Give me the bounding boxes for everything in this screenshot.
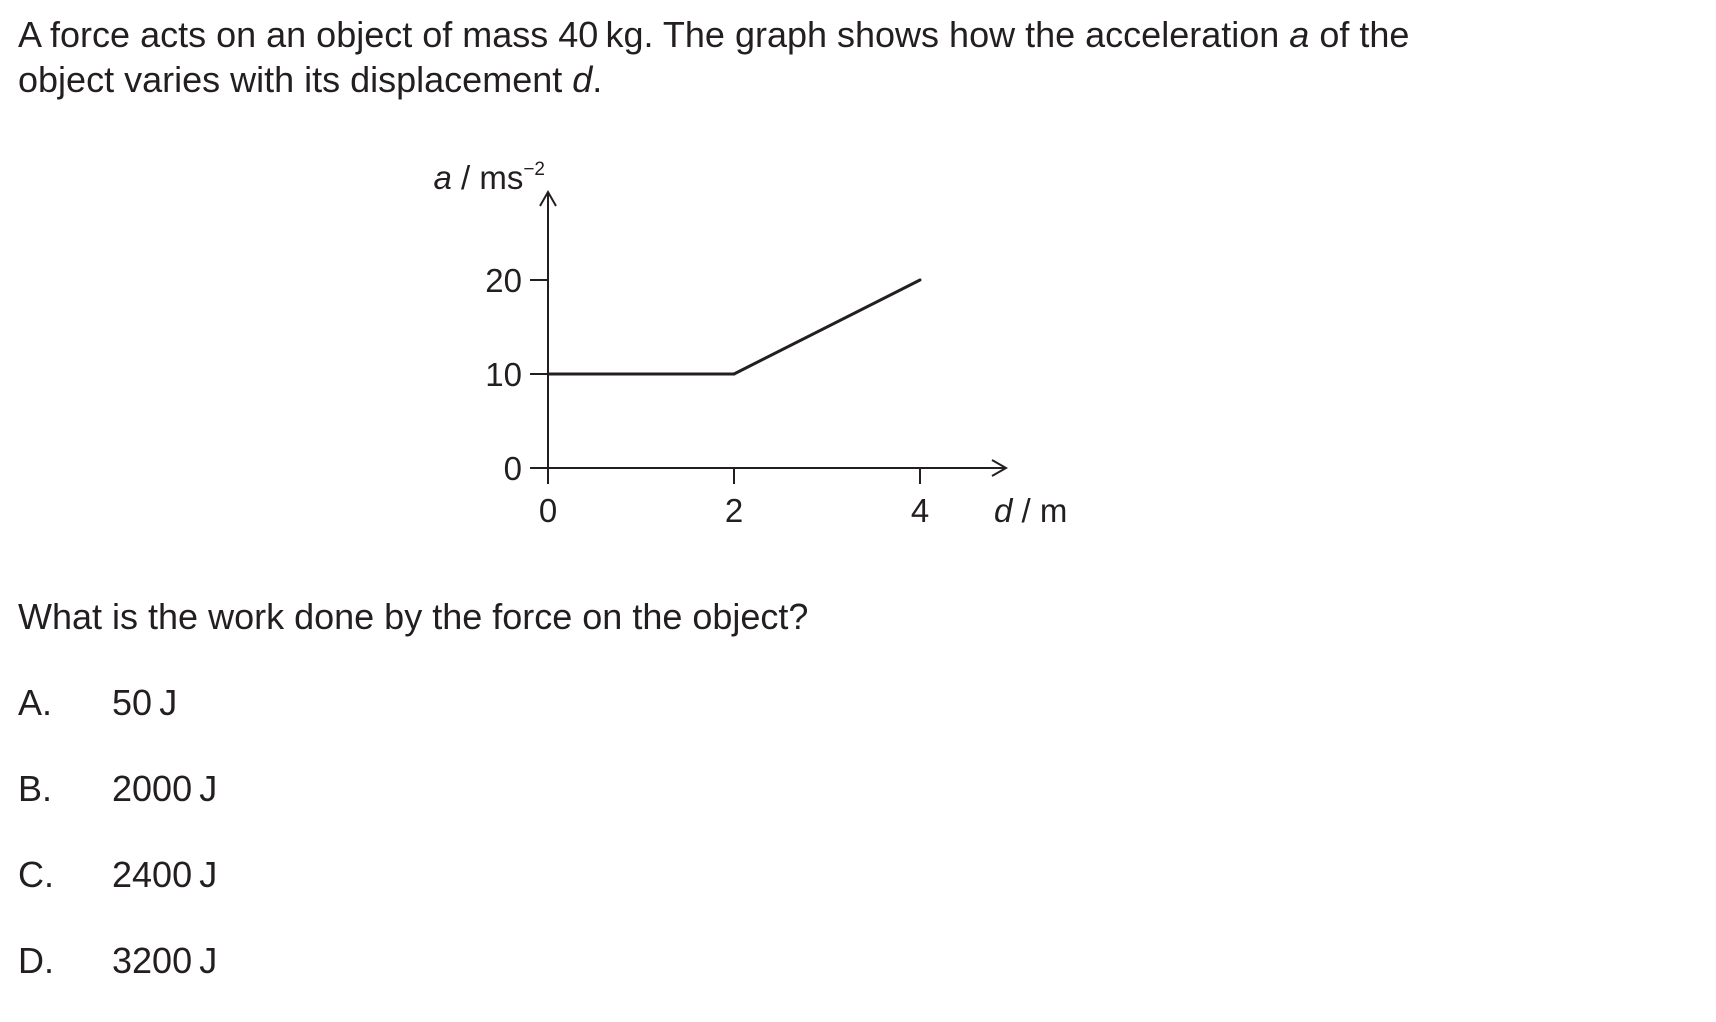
axes xyxy=(540,192,1006,476)
series-line-segment xyxy=(734,280,920,374)
y-axis-label xyxy=(433,159,545,196)
option-letter: D. xyxy=(18,940,54,981)
option-letter: C. xyxy=(18,854,54,895)
x-tick-label: 0 xyxy=(538,492,558,529)
x-tick-label: 2 xyxy=(724,492,744,529)
x-axis-label xyxy=(994,492,1067,529)
option-letter: B. xyxy=(18,768,53,809)
stem-text-3: . xyxy=(592,59,603,100)
option-value: 50 J xyxy=(112,682,178,723)
variable-d: d xyxy=(572,59,593,100)
variable-a: a xyxy=(1289,14,1310,55)
option-value: 2000 J xyxy=(112,768,218,809)
y-tick-label: 10 xyxy=(485,356,522,393)
option-value: 2400 J xyxy=(112,854,218,895)
question-prompt: What is the work done by the force on the object? xyxy=(18,596,809,637)
y-tick-label: 20 xyxy=(485,262,522,299)
stem-text-1: A force acts on an object of mass 40 kg. The graph shows how the acceleration xyxy=(18,14,1290,55)
x-axis-label-var: d xyxy=(994,492,1013,529)
ticks xyxy=(485,262,929,529)
x-tick-label: 4 xyxy=(910,492,930,529)
y-axis-label-unit: / ms xyxy=(451,159,524,196)
option-letter: A. xyxy=(18,682,53,723)
y-axis-label-var: a xyxy=(433,159,452,196)
stem-text-2: of the object varies with its displacement xyxy=(18,14,1410,100)
x-axis-label-unit: / m xyxy=(1012,492,1068,529)
series xyxy=(548,280,920,374)
y-tick-label: 0 xyxy=(503,450,522,487)
y-axis-label-exp: −2 xyxy=(523,159,545,180)
option-value: 3200 J xyxy=(112,940,218,981)
